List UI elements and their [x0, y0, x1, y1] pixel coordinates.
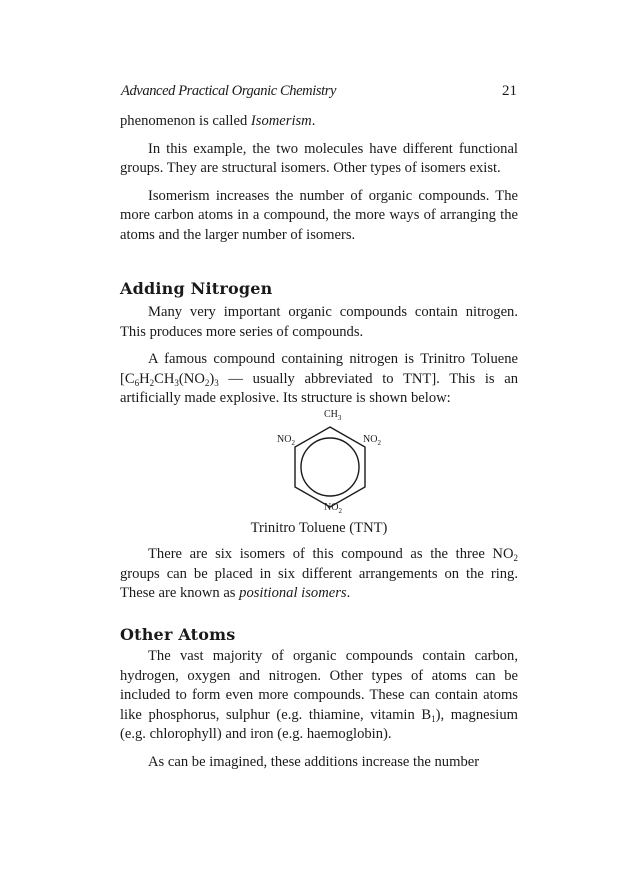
no2-bottom-label	[324, 502, 342, 513]
heading-other-atoms: Other Atoms	[120, 625, 236, 644]
isomers-rest: groups can be placed in six different arrangements on the ring. These are known as	[120, 565, 518, 602]
paragraph-nitrogen: Many very important organic compounds contain nitrogen. This produces more series of compounds.	[120, 304, 518, 340]
text-block-1	[120, 112, 518, 246]
tnt-rest: — usually abbreviated to TNT]. This is an artificially made explosive. Its structure is shown below:	[120, 370, 518, 407]
text-block-3	[120, 545, 518, 604]
group-text: NO	[324, 502, 339, 513]
paragraph-isomerism-increases: Isomerism increases the number of organic compounds. The more carbon atoms in a compound, the more ways of arranging the atoms and the larger number of isomers.	[120, 187, 518, 243]
text-block-4	[120, 647, 518, 773]
paragraph-tnt	[120, 350, 518, 409]
subscript: 3	[174, 377, 179, 388]
group-subscript: 3	[337, 414, 342, 422]
formula-part: H	[139, 370, 150, 387]
group-text: NO	[277, 434, 292, 445]
ch3-label	[324, 409, 341, 420]
term-positional-isomers: positional isomers	[239, 585, 347, 602]
tnt-structure-diagram	[255, 405, 405, 517]
subscript: 2	[149, 377, 155, 388]
subscript: 3	[214, 377, 219, 388]
page-header	[121, 83, 517, 103]
aromatic-circle	[301, 438, 359, 496]
running-title: Advanced Practical Organic Chemistry	[121, 83, 336, 99]
paragraph-structural-isomers: In this example, the two molecules have different functional groups. They are structural isomers. Other types of isomers exist.	[120, 140, 518, 177]
group-subscript: 2	[377, 439, 381, 447]
hexagon-ring	[295, 427, 365, 507]
paragraph-other-atoms	[120, 647, 518, 745]
formula-part: CH	[154, 370, 175, 387]
other-atoms-text: The vast majority of organic compounds contain carbon, hydrogen, oxygen and nitrogen. Other types of atoms can be included to form even more compounds. These can contain atoms like phosphorus, sulphur (e.g. thiamine, vitamin B	[120, 648, 518, 723]
text-block-2	[120, 303, 518, 409]
isomers-text: There are six isomers of this compound as the three NO	[148, 546, 514, 562]
other-atoms-rest: ), magnesium (e.g. chlorophyll) and iron (e.g. haemoglobin).	[120, 706, 518, 743]
subscript: 1	[431, 713, 436, 724]
no2-left-label	[277, 434, 295, 445]
formula-part: )	[209, 370, 215, 387]
paragraph-six-isomers	[120, 545, 518, 604]
term-isomerism: Isomerism	[250, 113, 312, 129]
subscript: 2	[513, 553, 518, 563]
group-text: NO	[363, 434, 378, 445]
paragraph-additions: As can be imagined, these additions increase the number	[148, 753, 480, 770]
formula-part: (NO	[178, 370, 205, 387]
heading-adding-nitrogen: Adding Nitrogen	[120, 279, 273, 298]
group-subscript: 2	[291, 439, 295, 447]
paragraph-text: phenomenon is called	[120, 113, 251, 129]
benzene-ring-diagram	[255, 405, 405, 517]
tnt-intro: A famous compound containing nitrogen is Trinitro Toluene [C	[120, 351, 518, 387]
group-text: CH	[324, 409, 338, 420]
page-number: 21	[502, 83, 517, 99]
no2-right-label	[363, 434, 381, 445]
subscript: 6	[134, 377, 140, 388]
paragraph-isomerism-intro	[120, 112, 518, 132]
diagram-caption: Trinitro Toluene (TNT)	[250, 520, 388, 536]
subscript: 2	[204, 377, 210, 388]
paragraph-end: .	[346, 585, 351, 602]
group-subscript: 2	[338, 507, 342, 515]
paragraph-end: .	[311, 113, 316, 129]
